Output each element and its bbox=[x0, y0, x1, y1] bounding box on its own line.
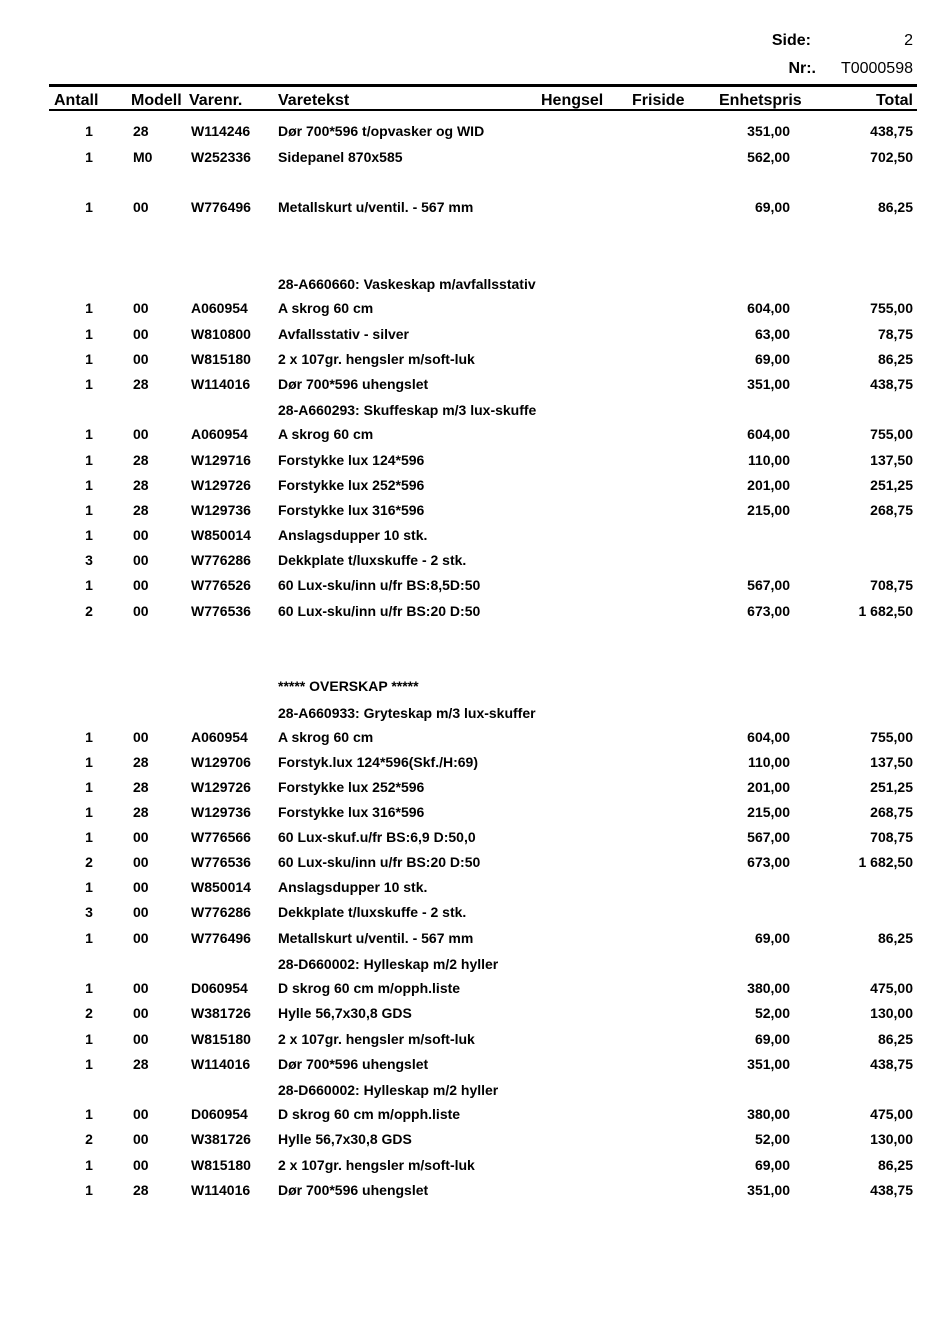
cell-total: 755,00 bbox=[870, 729, 913, 745]
cell-modell: 00 bbox=[133, 351, 149, 367]
table-row bbox=[0, 374, 945, 394]
group-heading bbox=[0, 273, 945, 293]
table-row bbox=[0, 550, 945, 570]
table-row bbox=[0, 575, 945, 595]
cell-varetekst: Anslagsdupper 10 stk. bbox=[278, 527, 428, 543]
cell-varenr: W776526 bbox=[191, 577, 251, 593]
cell-enhetspris: 69,00 bbox=[754, 1157, 790, 1173]
group-heading-text: 28-D660002: Hylleskap m/2 hyller bbox=[278, 956, 499, 972]
cell-varenr: W114246 bbox=[191, 123, 251, 139]
cell-modell: 00 bbox=[133, 879, 149, 895]
table-row bbox=[0, 1104, 945, 1124]
cell-varenr: W776496 bbox=[191, 930, 251, 946]
cell-total: 438,75 bbox=[870, 376, 913, 392]
cell-varenr: W114016 bbox=[191, 1056, 251, 1072]
cell-enhetspris: 215,00 bbox=[747, 502, 790, 518]
cell-varetekst: Forstykke lux 124*596 bbox=[278, 452, 425, 468]
cell-varenr: W776536 bbox=[191, 854, 251, 870]
cell-antall: 1 bbox=[85, 754, 93, 770]
table-row bbox=[0, 147, 945, 167]
cell-enhetspris: 604,00 bbox=[747, 729, 790, 745]
column-header-enhetspris: Enhetspris bbox=[719, 92, 802, 109]
cell-varenr: W129736 bbox=[191, 502, 251, 518]
cell-total: 475,00 bbox=[870, 980, 913, 996]
cell-enhetspris: 69,00 bbox=[754, 199, 790, 215]
table-row bbox=[0, 978, 945, 998]
cell-varetekst: A skrog 60 cm bbox=[278, 729, 374, 745]
cell-varenr: A060954 bbox=[191, 300, 248, 316]
cell-modell: 28 bbox=[133, 1056, 149, 1072]
cell-varenr: W129726 bbox=[191, 477, 251, 493]
cell-varenr: A060954 bbox=[191, 426, 248, 442]
table-row bbox=[0, 197, 945, 217]
cell-varetekst: Anslagsdupper 10 stk. bbox=[278, 879, 428, 895]
table-row bbox=[0, 1155, 945, 1175]
cell-modell: M0 bbox=[133, 149, 153, 165]
column-header-modell: Modell bbox=[131, 92, 182, 109]
cell-modell: 00 bbox=[133, 326, 149, 342]
cell-varenr: W850014 bbox=[191, 879, 251, 895]
group-heading-text: 28-A660933: Gryteskap m/3 lux-skuffer bbox=[278, 705, 536, 721]
cell-enhetspris: 604,00 bbox=[747, 300, 790, 316]
cell-modell: 00 bbox=[133, 1131, 149, 1147]
cell-modell: 28 bbox=[133, 123, 149, 139]
cell-varenr: W776566 bbox=[191, 829, 251, 845]
column-header-hengsel: Hengsel bbox=[541, 92, 604, 109]
cell-enhetspris: 69,00 bbox=[754, 1031, 790, 1047]
table-row bbox=[0, 475, 945, 495]
cell-antall: 1 bbox=[85, 1182, 93, 1198]
table-row bbox=[0, 1003, 945, 1023]
cell-antall: 2 bbox=[85, 603, 93, 619]
cell-enhetspris: 567,00 bbox=[747, 577, 790, 593]
cell-total: 475,00 bbox=[870, 1106, 913, 1122]
table-row bbox=[0, 525, 945, 545]
cell-varenr: W129726 bbox=[191, 779, 251, 795]
cell-enhetspris: 567,00 bbox=[747, 829, 790, 845]
cell-varetekst: Forstykke lux 252*596 bbox=[278, 477, 425, 493]
cell-varetekst: Hylle 56,7x30,8 GDS bbox=[278, 1131, 412, 1147]
cell-varenr: W129716 bbox=[191, 452, 251, 468]
cell-enhetspris: 215,00 bbox=[747, 804, 790, 820]
cell-antall: 1 bbox=[85, 149, 93, 165]
cell-antall: 1 bbox=[85, 426, 93, 442]
cell-varenr: W129736 bbox=[191, 804, 251, 820]
group-heading bbox=[0, 1079, 945, 1099]
cell-varetekst: Forstykke lux 316*596 bbox=[278, 804, 425, 820]
nr-label: Nr:. bbox=[788, 60, 816, 77]
table-row bbox=[0, 777, 945, 797]
column-header-varetekst: Varetekst bbox=[278, 92, 350, 109]
cell-modell: 00 bbox=[133, 854, 149, 870]
cell-antall: 1 bbox=[85, 527, 93, 543]
cell-modell: 00 bbox=[133, 1157, 149, 1173]
cell-total: 1 682,50 bbox=[858, 603, 913, 619]
cell-enhetspris: 52,00 bbox=[754, 1005, 790, 1021]
cell-antall: 1 bbox=[85, 477, 93, 493]
cell-total: 130,00 bbox=[870, 1131, 913, 1147]
table-row bbox=[0, 752, 945, 772]
group-heading bbox=[0, 399, 945, 419]
cell-antall: 3 bbox=[85, 904, 93, 920]
cell-antall: 1 bbox=[85, 1157, 93, 1173]
cell-varetekst: Dør 700*596 uhengslet bbox=[278, 1182, 429, 1198]
cell-total: 86,25 bbox=[877, 1157, 913, 1173]
cell-modell: 00 bbox=[133, 199, 149, 215]
cell-varenr: A060954 bbox=[191, 729, 248, 745]
cell-total: 268,75 bbox=[870, 804, 913, 820]
cell-enhetspris: 201,00 bbox=[747, 779, 790, 795]
table-row bbox=[0, 827, 945, 847]
cell-modell: 00 bbox=[133, 603, 149, 619]
cell-total: 78,75 bbox=[877, 326, 913, 342]
column-header-friside: Friside bbox=[632, 92, 685, 109]
cell-varenr: W815180 bbox=[191, 1157, 251, 1173]
cell-enhetspris: 69,00 bbox=[754, 930, 790, 946]
cell-total: 1 682,50 bbox=[858, 854, 913, 870]
cell-antall: 1 bbox=[85, 1056, 93, 1072]
cell-modell: 00 bbox=[133, 1005, 149, 1021]
cell-enhetspris: 110,00 bbox=[747, 754, 790, 770]
cell-antall: 1 bbox=[85, 779, 93, 795]
table-row bbox=[0, 324, 945, 344]
cell-varenr: W252336 bbox=[191, 149, 251, 165]
cell-modell: 00 bbox=[133, 729, 149, 745]
cell-modell: 00 bbox=[133, 552, 149, 568]
cell-modell: 00 bbox=[133, 1031, 149, 1047]
cell-varetekst: Metallskurt u/ventil. - 567 mm bbox=[278, 199, 474, 215]
cell-antall: 3 bbox=[85, 552, 93, 568]
cell-varetekst: Dør 700*596 uhengslet bbox=[278, 376, 429, 392]
cell-total: 86,25 bbox=[877, 930, 913, 946]
cell-modell: 00 bbox=[133, 527, 149, 543]
cell-varenr: W776496 bbox=[191, 199, 251, 215]
cell-modell: 28 bbox=[133, 754, 149, 770]
table-row bbox=[0, 500, 945, 520]
cell-varetekst: A skrog 60 cm bbox=[278, 300, 374, 316]
cell-modell: 00 bbox=[133, 426, 149, 442]
cell-modell: 00 bbox=[133, 300, 149, 316]
cell-antall: 1 bbox=[85, 577, 93, 593]
cell-varetekst: 60 Lux-skuf.u/fr BS:6,9 D:50,0 bbox=[278, 829, 476, 845]
cell-antall: 1 bbox=[85, 300, 93, 316]
table-row bbox=[0, 727, 945, 747]
cell-varetekst: 60 Lux-sku/inn u/fr BS:8,5D:50 bbox=[278, 577, 481, 593]
cell-antall: 2 bbox=[85, 854, 93, 870]
cell-antall: 2 bbox=[85, 1131, 93, 1147]
cell-antall: 1 bbox=[85, 729, 93, 745]
cell-varenr: D060954 bbox=[191, 980, 248, 996]
table-row bbox=[0, 877, 945, 897]
table-row bbox=[0, 852, 945, 872]
cell-total: 251,25 bbox=[870, 477, 913, 493]
nr-value: T0000598 bbox=[840, 60, 913, 77]
cell-varetekst: Forstykke lux 316*596 bbox=[278, 502, 425, 518]
cell-antall: 1 bbox=[85, 1031, 93, 1047]
cell-enhetspris: 63,00 bbox=[754, 326, 790, 342]
cell-antall: 2 bbox=[85, 1005, 93, 1021]
cell-varetekst: Dør 700*596 uhengslet bbox=[278, 1056, 429, 1072]
cell-varetekst: Metallskurt u/ventil. - 567 mm bbox=[278, 930, 474, 946]
cell-varetekst: Dekkplate t/luxskuffe - 2 stk. bbox=[278, 552, 467, 568]
side-label: Side: bbox=[771, 32, 811, 49]
cell-total: 86,25 bbox=[877, 199, 913, 215]
cell-modell: 00 bbox=[133, 904, 149, 920]
table-row bbox=[0, 1180, 945, 1200]
cell-enhetspris: 52,00 bbox=[754, 1131, 790, 1147]
group-heading-text: 28-D660002: Hylleskap m/2 hyller bbox=[278, 1082, 499, 1098]
group-heading-text: 28-A660660: Vaskeskap m/avfallsstativ bbox=[278, 276, 536, 292]
cell-varetekst: Forstyk.lux 124*596(Skf./H:69) bbox=[278, 754, 478, 770]
cell-modell: 28 bbox=[133, 804, 149, 820]
column-header-total: Total bbox=[875, 92, 913, 109]
group-heading bbox=[0, 675, 945, 695]
column-header-antall: Antall bbox=[54, 92, 99, 109]
table-row bbox=[0, 349, 945, 369]
table-row bbox=[0, 802, 945, 822]
cell-total: 438,75 bbox=[870, 1056, 913, 1072]
cell-antall: 1 bbox=[85, 452, 93, 468]
table-row bbox=[0, 424, 945, 444]
cell-varenr: W776286 bbox=[191, 552, 251, 568]
cell-antall: 1 bbox=[85, 123, 93, 139]
cell-enhetspris: 351,00 bbox=[747, 1182, 790, 1198]
cell-antall: 1 bbox=[85, 879, 93, 895]
cell-varenr: W114016 bbox=[191, 1182, 251, 1198]
cell-varenr: W776286 bbox=[191, 904, 251, 920]
cell-antall: 1 bbox=[85, 930, 93, 946]
cell-enhetspris: 110,00 bbox=[747, 452, 790, 468]
cell-antall: 1 bbox=[85, 1106, 93, 1122]
cell-antall: 1 bbox=[85, 502, 93, 518]
cell-antall: 1 bbox=[85, 829, 93, 845]
cell-enhetspris: 673,00 bbox=[747, 854, 790, 870]
group-heading-text: 28-A660293: Skuffeskap m/3 lux-skuffe bbox=[278, 402, 537, 418]
cell-modell: 00 bbox=[133, 930, 149, 946]
cell-modell: 28 bbox=[133, 502, 149, 518]
cell-total: 86,25 bbox=[877, 1031, 913, 1047]
cell-varetekst: Avfallsstativ - silver bbox=[278, 326, 409, 342]
cell-total: 708,75 bbox=[870, 577, 913, 593]
cell-enhetspris: 351,00 bbox=[747, 376, 790, 392]
cell-antall: 1 bbox=[85, 326, 93, 342]
cell-total: 137,50 bbox=[870, 754, 913, 770]
cell-varenr: W776536 bbox=[191, 603, 251, 619]
cell-modell: 00 bbox=[133, 829, 149, 845]
cell-varenr: W815180 bbox=[191, 1031, 251, 1047]
cell-total: 137,50 bbox=[870, 452, 913, 468]
cell-varetekst: Dør 700*596 t/opvasker og WID bbox=[278, 123, 485, 139]
cell-enhetspris: 201,00 bbox=[747, 477, 790, 493]
table-row bbox=[0, 121, 945, 141]
cell-varetekst: A skrog 60 cm bbox=[278, 426, 374, 442]
cell-enhetspris: 604,00 bbox=[747, 426, 790, 442]
cell-total: 130,00 bbox=[870, 1005, 913, 1021]
cell-varenr: W381726 bbox=[191, 1005, 251, 1021]
cell-modell: 28 bbox=[133, 477, 149, 493]
table-row bbox=[0, 928, 945, 948]
cell-varenr: W815180 bbox=[191, 351, 251, 367]
cell-varetekst: Dekkplate t/luxskuffe - 2 stk. bbox=[278, 904, 467, 920]
cell-antall: 1 bbox=[85, 351, 93, 367]
cell-varenr: W810800 bbox=[191, 326, 251, 342]
cell-modell: 00 bbox=[133, 577, 149, 593]
group-heading bbox=[0, 953, 945, 973]
cell-varetekst: Hylle 56,7x30,8 GDS bbox=[278, 1005, 412, 1021]
cell-varetekst: 2 x 107gr. hengsler m/soft-luk bbox=[278, 1031, 475, 1047]
table-row bbox=[0, 1129, 945, 1149]
table-row bbox=[0, 298, 945, 318]
cell-enhetspris: 673,00 bbox=[747, 603, 790, 619]
cell-total: 268,75 bbox=[870, 502, 913, 518]
column-header-varenr: Varenr. bbox=[189, 92, 243, 109]
cell-total: 251,25 bbox=[870, 779, 913, 795]
cell-varetekst: 60 Lux-sku/inn u/fr BS:20 D:50 bbox=[278, 854, 481, 870]
cell-varetekst: 2 x 107gr. hengsler m/soft-luk bbox=[278, 1157, 475, 1173]
table-row bbox=[0, 450, 945, 470]
cell-modell: 28 bbox=[133, 779, 149, 795]
cell-varetekst: Forstykke lux 252*596 bbox=[278, 779, 425, 795]
table-row bbox=[0, 1029, 945, 1049]
table-row bbox=[0, 601, 945, 621]
cell-total: 755,00 bbox=[870, 426, 913, 442]
cell-total: 86,25 bbox=[877, 351, 913, 367]
cell-modell: 28 bbox=[133, 452, 149, 468]
cell-varetekst: 60 Lux-sku/inn u/fr BS:20 D:50 bbox=[278, 603, 481, 619]
cell-modell: 00 bbox=[133, 980, 149, 996]
side-value: 2 bbox=[904, 32, 913, 49]
cell-varenr: W381726 bbox=[191, 1131, 251, 1147]
cell-total: 438,75 bbox=[870, 123, 913, 139]
cell-enhetspris: 351,00 bbox=[747, 1056, 790, 1072]
cell-total: 755,00 bbox=[870, 300, 913, 316]
group-heading bbox=[0, 702, 945, 722]
cell-enhetspris: 380,00 bbox=[747, 1106, 790, 1122]
cell-varenr: W129706 bbox=[191, 754, 251, 770]
cell-varetekst: D skrog 60 cm m/opph.liste bbox=[278, 980, 461, 996]
cell-varetekst: D skrog 60 cm m/opph.liste bbox=[278, 1106, 461, 1122]
cell-antall: 1 bbox=[85, 199, 93, 215]
table-row bbox=[0, 1054, 945, 1074]
cell-total: 702,50 bbox=[870, 149, 913, 165]
cell-modell: 28 bbox=[133, 376, 149, 392]
cell-varenr: D060954 bbox=[191, 1106, 248, 1122]
cell-antall: 1 bbox=[85, 804, 93, 820]
cell-antall: 1 bbox=[85, 376, 93, 392]
cell-varenr: W114016 bbox=[191, 376, 251, 392]
cell-modell: 00 bbox=[133, 1106, 149, 1122]
cell-total: 438,75 bbox=[870, 1182, 913, 1198]
cell-varetekst: 2 x 107gr. hengsler m/soft-luk bbox=[278, 351, 475, 367]
cell-enhetspris: 351,00 bbox=[747, 123, 790, 139]
cell-enhetspris: 69,00 bbox=[754, 351, 790, 367]
cell-varetekst: Sidepanel 870x585 bbox=[278, 149, 403, 165]
cell-total: 708,75 bbox=[870, 829, 913, 845]
cell-antall: 1 bbox=[85, 980, 93, 996]
cell-enhetspris: 562,00 bbox=[747, 149, 790, 165]
cell-enhetspris: 380,00 bbox=[747, 980, 790, 996]
cell-modell: 28 bbox=[133, 1182, 149, 1198]
group-heading-text: ***** OVERSKAP ***** bbox=[278, 678, 419, 694]
table-row bbox=[0, 902, 945, 922]
cell-varenr: W850014 bbox=[191, 527, 251, 543]
